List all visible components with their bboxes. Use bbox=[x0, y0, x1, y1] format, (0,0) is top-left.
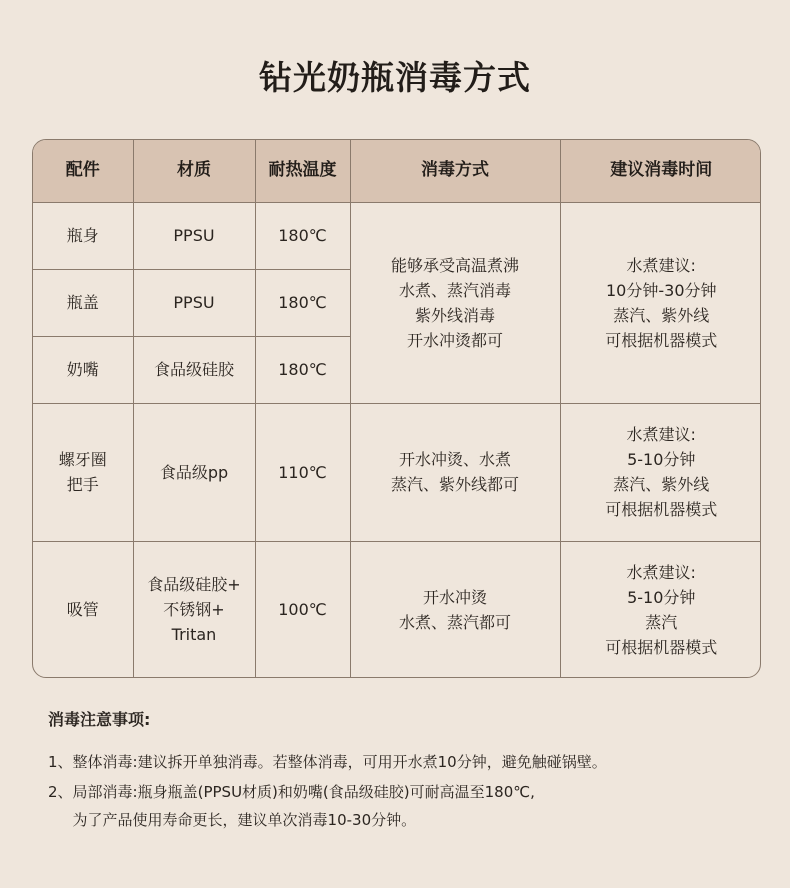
table-row bbox=[33, 403, 761, 541]
cell-method: 能够承受高温煮沸 水煮、蒸汽消毒 紫外线消毒 开水冲烫都可 bbox=[350, 202, 560, 403]
cell-temp: 110℃ bbox=[255, 403, 350, 541]
cell-temp: 180℃ bbox=[255, 269, 350, 336]
header-time: 建议消毒时间 bbox=[560, 140, 761, 202]
cell-material: 食品级硅胶 bbox=[133, 336, 255, 403]
cell-temp: 180℃ bbox=[255, 336, 350, 403]
cell-temp: 180℃ bbox=[255, 202, 350, 269]
note-item bbox=[48, 778, 768, 834]
note-number: 1、 bbox=[48, 753, 73, 771]
table-row bbox=[33, 541, 761, 678]
cell-time: 水煮建议: 10分钟-30分钟 蒸汽、紫外线 可根据机器模式 bbox=[560, 202, 761, 403]
cell-part: 瓶身 bbox=[33, 202, 133, 269]
cell-part: 螺牙圈 把手 bbox=[33, 403, 133, 541]
header-part: 配件 bbox=[33, 140, 133, 202]
cell-material: PPSU bbox=[133, 202, 255, 269]
cell-material: 食品级pp bbox=[133, 403, 255, 541]
cell-part: 奶嘴 bbox=[33, 336, 133, 403]
header-material: 材质 bbox=[133, 140, 255, 202]
cell-method: 开水冲烫 水煮、蒸汽都可 bbox=[350, 541, 560, 678]
table-header-row bbox=[33, 140, 761, 202]
notes-section bbox=[48, 707, 768, 836]
note-number: 2、 bbox=[48, 783, 73, 801]
note-text: 局部消毒:瓶身瓶盖(PPSU材质)和奶嘴(食品级硅胶)可耐高温至180℃, 为了产品使用寿命更长，建议单次消毒10-30分钟。 bbox=[72, 783, 535, 829]
sterilization-table bbox=[32, 139, 761, 678]
header-heat-resistance: 耐热温度 bbox=[255, 140, 350, 202]
cell-material: PPSU bbox=[133, 269, 255, 336]
cell-temp: 100℃ bbox=[255, 541, 350, 678]
cell-time: 水煮建议: 5-10分钟 蒸汽、紫外线 可根据机器模式 bbox=[560, 403, 761, 541]
note-text: 整体消毒:建议拆开单独消毒。若整体消毒，可用开水煮10分钟，避免触碰锅壁。 bbox=[72, 753, 607, 771]
cell-part: 瓶盖 bbox=[33, 269, 133, 336]
notes-title: 消毒注意事项: bbox=[48, 710, 151, 729]
cell-method: 开水冲烫、水煮 蒸汽、紫外线都可 bbox=[350, 403, 560, 541]
table-row bbox=[33, 202, 761, 269]
note-item bbox=[48, 748, 768, 776]
cell-material: 食品级硅胶+ 不锈钢+ Tritan bbox=[133, 541, 255, 678]
cell-part: 吸管 bbox=[33, 541, 133, 678]
page-title: 钻光奶瓶消毒方式 bbox=[259, 58, 531, 97]
cell-time: 水煮建议: 5-10分钟 蒸汽 可根据机器模式 bbox=[560, 541, 761, 678]
header-method: 消毒方式 bbox=[350, 140, 560, 202]
